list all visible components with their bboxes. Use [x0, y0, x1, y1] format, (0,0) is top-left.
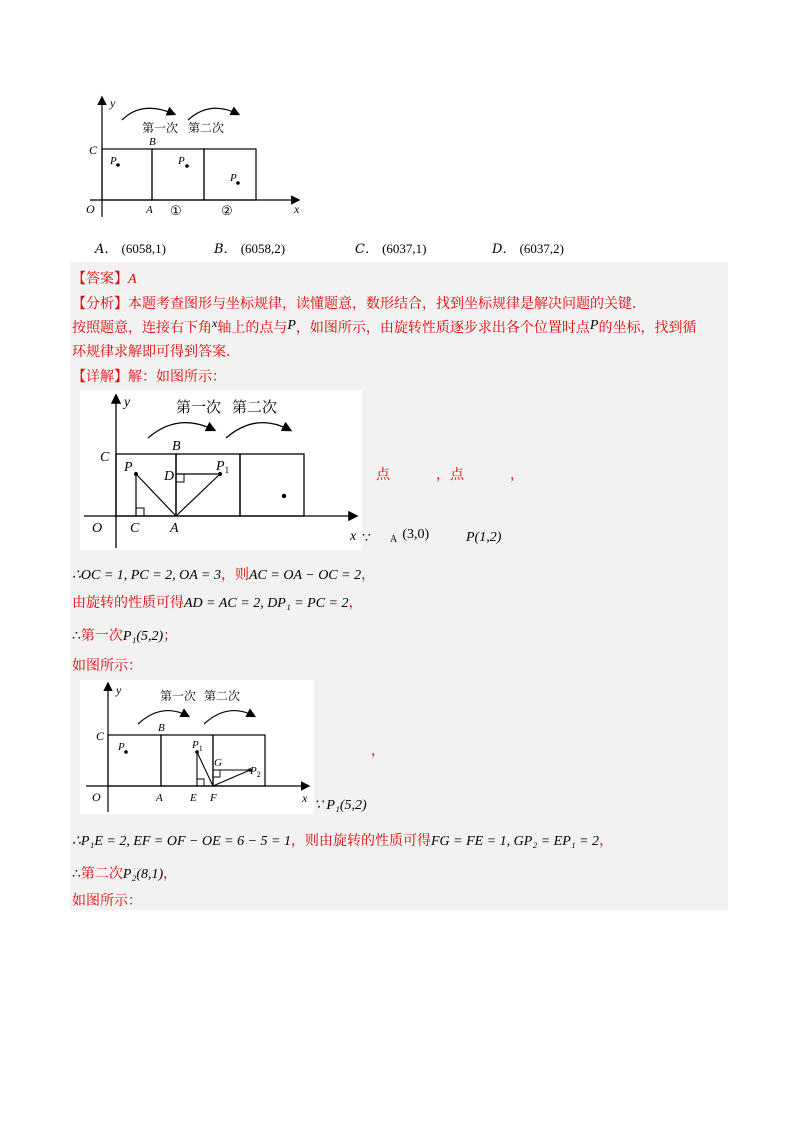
point-comma: ， — [510, 467, 524, 483]
fig3-label-b: B — [158, 722, 165, 734]
because-line — [362, 530, 371, 547]
analysis-text-2c: ，如图所示，由旋转性质逐步求出各个位置时点 — [295, 320, 590, 336]
label-b: B — [149, 136, 156, 148]
step-2-text: 由旋转的性质可得 — [72, 595, 184, 611]
option-a-value: (6058,1) — [121, 241, 166, 256]
point-p-coord — [466, 526, 501, 546]
step-4 — [72, 832, 613, 851]
step-3-end: ； — [163, 628, 178, 644]
fig3-label-p2: $P_2$ — [250, 765, 261, 779]
label-y: y — [110, 96, 116, 110]
detail-line-1 — [72, 368, 226, 386]
analysis-line-1 — [72, 295, 646, 313]
fig3-label-y: y — [116, 683, 122, 697]
fig3-label-p1-sub: 1 — [198, 744, 203, 753]
because-2-math: ∵ P₁(5,2) — [314, 798, 367, 813]
fig2-label-p: P — [124, 460, 133, 475]
as-shown-2: 如图所示： — [72, 893, 142, 909]
fig2-right-angle-d — [176, 474, 184, 482]
label-first-rotation: 第一次 — [142, 121, 179, 135]
fig2-segment-ap1 — [176, 474, 220, 516]
step-4-end: ， — [599, 833, 614, 849]
fig3-rect-first — [161, 735, 213, 786]
option-b[interactable] — [214, 238, 285, 257]
step-2-math: AD = AC = 2, DP₁ = PC = 2 — [184, 596, 349, 611]
step-1-math: ∴OC = 1, PC = 2, OA = 3 — [72, 568, 221, 583]
fig2-label-x: x — [350, 529, 357, 544]
analysis-text-2a: 按照题意，连接右下角 — [72, 320, 212, 336]
step-3-text: 第一次 — [80, 628, 123, 644]
fig3-segment-p1f — [197, 752, 213, 786]
analysis-text-3: 环规律求解即可得到答案． — [72, 344, 240, 360]
answer-line — [72, 270, 137, 289]
fig2-rect-second — [240, 454, 304, 516]
option-c-letter: C． — [355, 242, 378, 257]
point-a-value: (3,0) — [402, 527, 430, 542]
fig2-label-first: 第一次 — [176, 400, 222, 416]
step-1-math-2: AC = OA − OC = 2 — [249, 568, 362, 583]
as-shown-1: 如图所示： — [72, 658, 142, 674]
point-a-small: A — [390, 534, 398, 545]
fig2-label-o: O — [92, 521, 103, 536]
step-3-therefore: ∴ — [72, 629, 81, 644]
fig2-label-c-axis: C — [100, 450, 110, 465]
step-3-math: P₁(5,2) — [122, 629, 164, 644]
analysis-text-2b: 轴上的点与 — [217, 320, 288, 336]
fig3-label-x: x — [302, 791, 308, 805]
option-b-letter: B． — [214, 242, 237, 257]
label-c: C — [89, 143, 98, 157]
step-1-text: ，则 — [221, 567, 249, 583]
fig3-right-angle-g — [213, 770, 220, 777]
fig2-arc-second — [226, 423, 290, 438]
fig2-label-a: A — [170, 521, 179, 536]
fig2-label-p1: $P_1$ — [216, 459, 230, 475]
analysis-line-2 — [72, 316, 697, 338]
step-5-text: 第二次 — [80, 866, 123, 882]
point-p-value: P(1,2) — [466, 530, 502, 545]
because-symbol: ∵ — [362, 531, 371, 546]
step-1 — [72, 566, 375, 585]
point-p-first — [185, 164, 189, 168]
analysis-text-1: 本题考查图形与坐标规律，读懂题意，数形结合，找到坐标规律是解决问题的关键． — [128, 296, 646, 312]
fig2-arc-first — [148, 423, 214, 438]
fig3-label-c: C — [96, 729, 105, 743]
label-a: A — [146, 204, 153, 216]
fig3-label-first: 第一次 — [160, 689, 197, 703]
step-5-end: ， — [163, 866, 178, 882]
fig3-rect-original — [108, 735, 161, 786]
analysis-tag: 【分析】 — [72, 296, 128, 312]
detail-figure-2 — [80, 680, 314, 814]
step-4-math: ∴P₁E = 2, EF = OF − OE = 6 − 5 = 1 — [72, 834, 291, 849]
analysis-math-p2: P — [589, 318, 599, 333]
analysis-math-x: x — [212, 316, 218, 330]
fig3-label-p: P — [118, 741, 125, 753]
fig2-label-y: y — [124, 395, 131, 410]
step-5 — [72, 865, 177, 884]
question-figure — [80, 92, 310, 222]
option-a-letter: A． — [95, 242, 118, 257]
label-p: P — [110, 155, 117, 167]
detail-intro: 解：如图所示： — [128, 369, 226, 385]
fig3-label-a: A — [156, 792, 163, 804]
option-c-value: (6037,1) — [382, 241, 427, 256]
detail-tag: 【详解】 — [72, 369, 128, 385]
step-3 — [72, 627, 177, 646]
analysis-math-p: P — [287, 318, 296, 333]
option-b-value: (6058,2) — [240, 241, 286, 256]
fig2-label-d: D — [164, 469, 175, 484]
arc-second-arrow — [188, 108, 238, 120]
because-line-2 — [314, 794, 367, 814]
analysis-text-2d: 的坐标，找到循 — [598, 320, 697, 336]
fig3-label-g: G — [214, 757, 222, 769]
label-second-rotation: 第二次 — [188, 121, 225, 135]
label-p-second: P — [230, 172, 237, 184]
fig3-segment-fp2 — [213, 770, 250, 786]
fig2-point-next — [282, 494, 286, 498]
label-p-first: P — [178, 155, 185, 167]
fig3-label-f: F — [210, 792, 217, 804]
option-d-value: (6037,2) — [519, 241, 564, 256]
point-a-prefix: 点 — [376, 467, 390, 483]
fig2-label-c: C — [130, 521, 140, 536]
step-4-text: ，则由旋转的性质可得 — [291, 833, 431, 849]
label-x: x — [294, 202, 300, 216]
step-2-end: ， — [348, 595, 363, 611]
fig2-point-p — [134, 472, 138, 476]
step-4-math-2: FG = FE = 1, GP₂ = EP₁ = 2 — [431, 834, 600, 849]
option-d[interactable] — [492, 238, 564, 257]
option-d-letter: D． — [492, 242, 516, 257]
arc-first-arrow — [122, 108, 174, 120]
fig3-point-p — [124, 750, 128, 754]
fig3-comma: ， — [371, 743, 385, 759]
analysis-line-3 — [72, 343, 240, 361]
fig2-right-angle-c — [136, 508, 144, 516]
label-mark-2: ② — [221, 203, 233, 218]
detail-figure-1 — [80, 390, 362, 550]
step-5-math: P₂(8,1) — [122, 867, 164, 882]
step-5-therefore: ∴ — [72, 867, 81, 882]
fig3-label-p2-sub: 2 — [256, 770, 261, 779]
step-2 — [72, 594, 363, 613]
fig3-label-o: O — [92, 790, 101, 804]
fig3-label-e: E — [190, 792, 197, 804]
step-1-end: ， — [361, 567, 376, 583]
fig2-label-p1-sub: 1 — [224, 465, 230, 475]
fig2-label-second: 第二次 — [232, 400, 278, 416]
label-mark-1: ① — [170, 203, 182, 218]
fig3-label-p1: $P_1$ — [192, 739, 203, 753]
fig3-label-second: 第二次 — [204, 689, 241, 703]
fig3-right-angle-e — [197, 779, 204, 786]
answer-tag: 【答案】 — [72, 271, 128, 287]
option-c[interactable] — [355, 238, 427, 257]
point-a-coord — [390, 527, 429, 547]
label-o: O — [86, 202, 95, 216]
fig3-arc-second — [204, 711, 254, 724]
answer-value: A — [128, 272, 137, 287]
option-a[interactable] — [95, 238, 166, 257]
point-p-second — [236, 181, 240, 185]
point-p-prefix: ，点 — [436, 467, 464, 483]
fig2-label-b: B — [172, 439, 181, 454]
point-p — [116, 163, 120, 167]
